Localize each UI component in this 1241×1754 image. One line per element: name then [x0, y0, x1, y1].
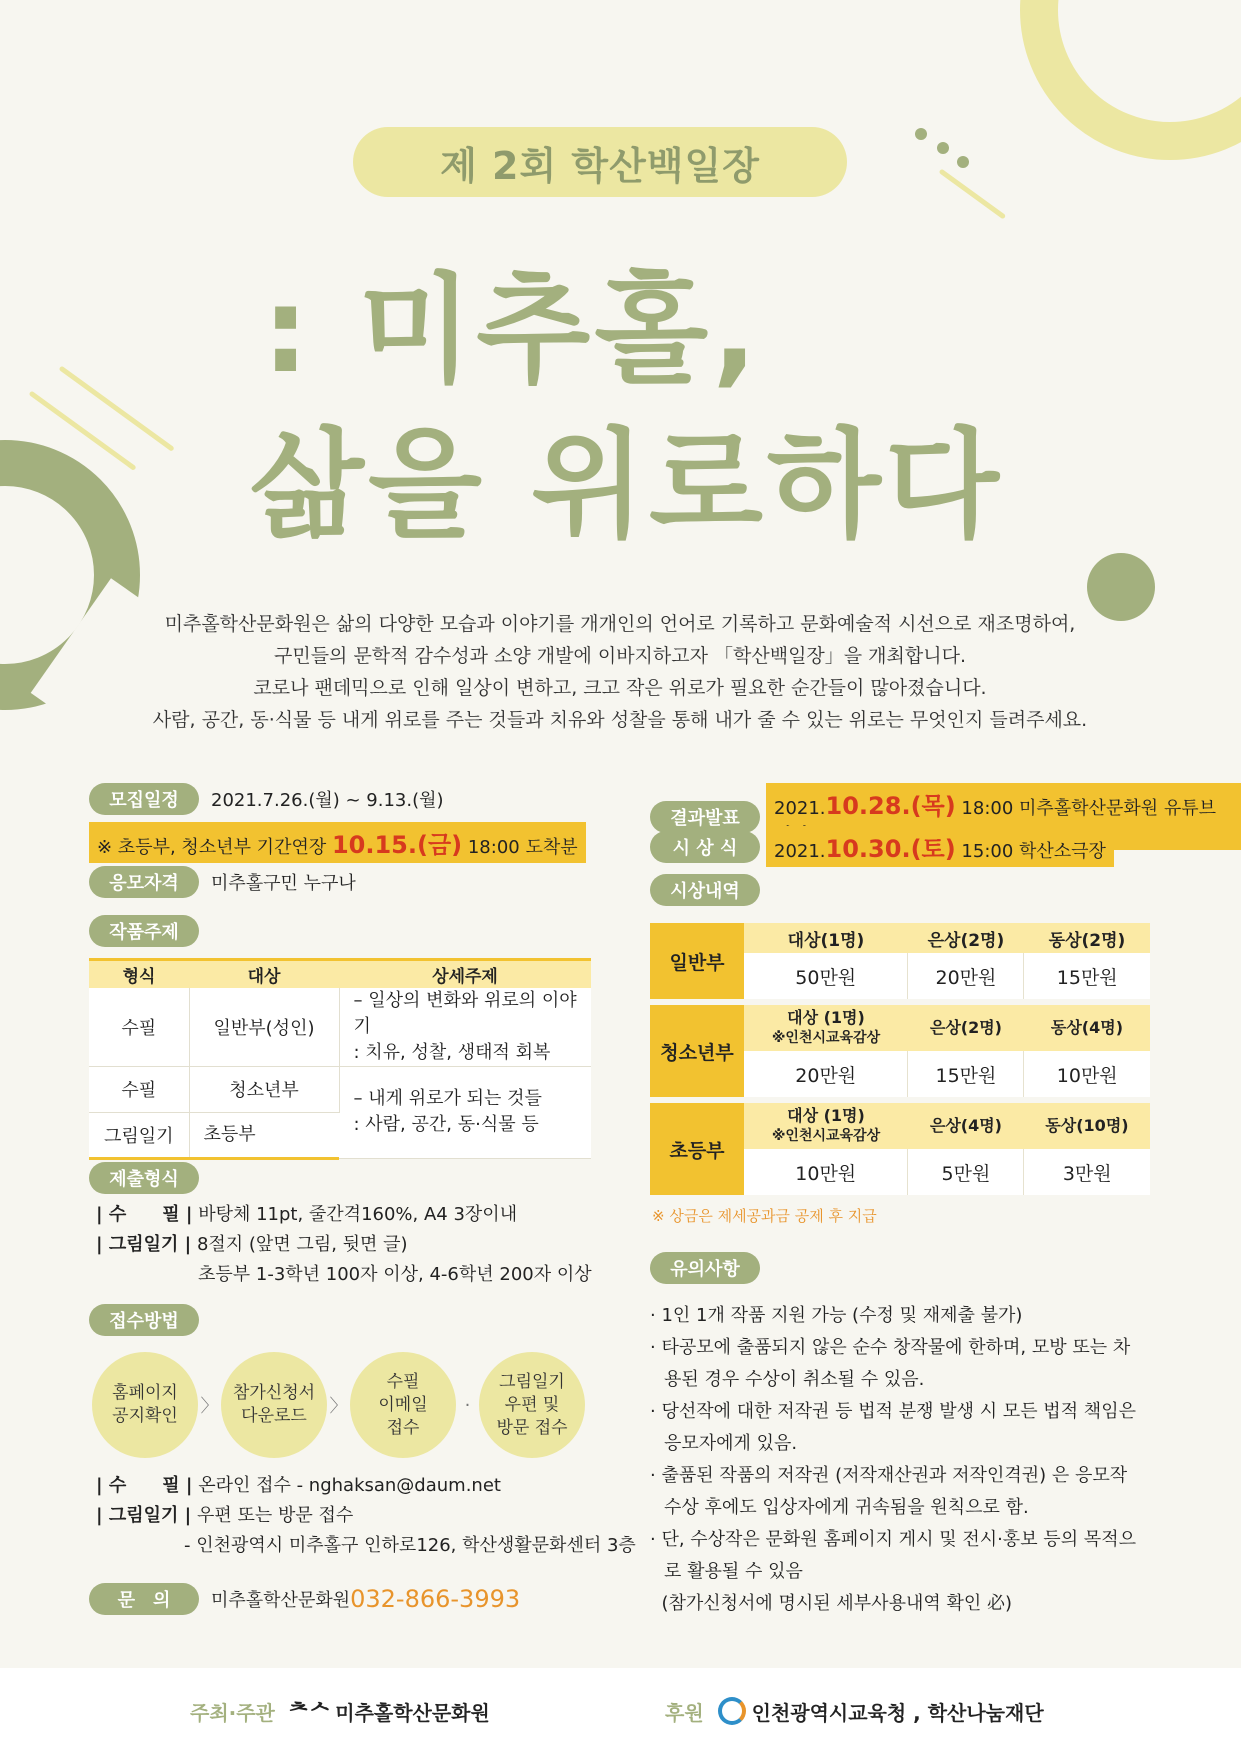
sponsor-block: [665, 1697, 1044, 1726]
format-diary-value-2: 초등부 1-3학년 100자 이상, 4-6학년 200자 이상: [198, 1264, 592, 1285]
detail-line: : 치유, 성찰, 생태적 회복: [353, 1041, 551, 1063]
list-item: · 1인 1개 작품 지원 가능 (수정 및 재제출 불가): [650, 1305, 1023, 1326]
result-label: 결과발표: [650, 801, 760, 833]
format-diary-key: | 그림일기 |: [96, 1234, 192, 1255]
prize-value: 10만원: [744, 1149, 908, 1195]
table-cell: 수필: [89, 988, 189, 1067]
ceremony-label: 시 상 식: [650, 831, 760, 863]
detail-line: : 사람, 공간, 동·식물 등: [353, 1114, 539, 1135]
step-email: 수필 이메일 접수: [350, 1352, 456, 1458]
table-row: [650, 1005, 1150, 1051]
intro-text: [80, 608, 1160, 736]
topic-table: [89, 958, 591, 1160]
prize-header: 은상(2명): [908, 923, 1024, 953]
intro-line: 미추홀학산문화원은 삶의 다양한 모습과 이야기를 개개인의 언어로 기록하고 문화예술적 시선으로 재조명하여,: [164, 613, 1076, 635]
format-details: [96, 1200, 592, 1290]
prize-category: 청소년부: [650, 1005, 744, 1097]
format-essay-key: | 수 필 |: [96, 1204, 193, 1225]
contact-phone: 032-866-3993: [350, 1585, 521, 1613]
submit-heading: [89, 1304, 199, 1336]
sponsor-logo-icon: [718, 1697, 746, 1725]
notes-label: 유의사항: [650, 1252, 760, 1284]
prize-header: 은상(4명): [908, 1103, 1024, 1149]
table-cell: 초등부: [189, 1112, 339, 1158]
prize-value: 20만원: [744, 1051, 908, 1097]
notes-list: [650, 1300, 1140, 1620]
submit-diary-value: 우편 또는 방문 접수: [191, 1505, 354, 1526]
step-dot-icon: ·: [464, 1394, 471, 1416]
contact-row: [89, 1583, 520, 1615]
submit-steps: [92, 1352, 585, 1458]
recruit-value: 2021.7.26.(월) ~ 9.13.(월): [211, 790, 444, 811]
prize-value: 3만원: [1024, 1149, 1150, 1195]
step-homepage: 홈페이지 공지확인: [92, 1352, 198, 1458]
list-item: · 단, 수상작은 문화원 홈페이지 게시 및 전시·홍보 등의 목적으로 활용될 수 있음: [650, 1529, 1136, 1582]
format-essay-value: 바탕체 11pt, 줄간격160%, A4 3장이내: [192, 1204, 518, 1225]
prize-header: 은상(2명): [908, 1005, 1024, 1051]
detail-line: – 일상의 변화와 위로의 이야기: [353, 989, 577, 1037]
intro-line: 코로나 팬데믹으로 인해 일상이 변하고, 크고 작은 위로가 필요한 순간들이 많아졌습니다.: [253, 677, 987, 699]
prizes-label: 시상내역: [650, 874, 760, 906]
table-row: [650, 1103, 1150, 1149]
step-download: 참가신청서 다운로드: [221, 1352, 327, 1458]
sponsor-org: 인천광역시교육청 , 학산나눔재단: [751, 1700, 1044, 1725]
prize-header: 동상(10명): [1024, 1103, 1150, 1149]
table-cell: 수필: [89, 1066, 189, 1112]
prize-value: 50만원: [744, 953, 908, 999]
decorative-dots: [915, 128, 995, 208]
recruit-row: [89, 783, 444, 815]
decorative-stripe: [59, 365, 175, 451]
prize-category: 일반부: [650, 923, 744, 999]
eligibility-value: 미추홀구민 누구나: [211, 873, 356, 894]
prize-header-text: 대상 (1명): [787, 1008, 865, 1027]
decorative-ring-top-right: [1020, 0, 1241, 160]
recruit-extension: [89, 822, 586, 863]
extension-prefix: ※ 초등부, 청소년부 기간연장: [97, 837, 332, 858]
step-arrow-icon: 〉: [329, 1396, 348, 1417]
host-logo-icon: ᄎᄉ: [286, 1699, 330, 1728]
prize-category: 초등부: [650, 1103, 744, 1195]
edition-badge: 제 2회 학산백일장: [353, 127, 847, 197]
submit-details: [96, 1471, 636, 1561]
prize-header: [744, 1103, 908, 1149]
intro-line: 구민들의 문학적 감수성과 소양 개발에 이바지하고자 「학산백일장」을 개최합니다.: [273, 645, 966, 667]
list-item: · 타공모에 출품되지 않은 순수 창작물에 한하며, 모방 또는 차용된 경우 수상이 취소될 수 있음.: [650, 1337, 1131, 1390]
prizes-heading: [650, 874, 760, 906]
prize-header: 동상(2명): [1024, 923, 1150, 953]
table-row: [89, 1066, 591, 1112]
table-header-row: [89, 960, 591, 988]
extension-suffix: 18:00 도착분: [462, 837, 578, 858]
step-arrow-icon: 〉: [200, 1396, 219, 1417]
main-title-line-2: 삶을 위로하다: [250, 416, 1004, 554]
prize-value: 15만원: [1024, 953, 1150, 999]
host-block: [190, 1694, 490, 1729]
table-cell: [339, 1066, 591, 1158]
prize-value: 15만원: [908, 1051, 1024, 1097]
sponsor-label: 후원: [665, 1700, 704, 1725]
ceremony-row: [650, 826, 1114, 867]
prize-header-note: ※인천시교육감상: [771, 1030, 881, 1046]
main-title-line-1: : 미추홀,: [262, 261, 762, 399]
table-row: [89, 988, 591, 1067]
prize-header: 대상(1명): [744, 923, 908, 953]
table-cell: 청소년부: [189, 1066, 339, 1112]
result-date: 10.28.(목): [825, 792, 956, 820]
host-label: 주최·주관: [190, 1700, 275, 1725]
prize-header-note: ※인천시교육감상: [771, 1128, 881, 1144]
eligibility-label: 응모자격: [89, 866, 199, 898]
topic-label: 작품주제: [89, 915, 199, 947]
format-heading: [89, 1162, 199, 1194]
table-header: 대상: [189, 960, 339, 988]
table-header: 형식: [89, 960, 189, 988]
eligibility-row: [89, 866, 356, 898]
host-org: 미추홀학산문화원: [335, 1700, 490, 1725]
result-prefix: 2021.: [774, 798, 826, 819]
contact-org: 미추홀학산문화원: [211, 1590, 351, 1611]
format-diary-value: 8절지 (앞면 그림, 뒷면 글): [191, 1234, 408, 1255]
submit-essay-value: 온라인 접수 - nghaksan@daum.net: [192, 1475, 501, 1496]
prize-header: 동상(4명): [1024, 1005, 1150, 1051]
submit-diary-key: | 그림일기 |: [96, 1505, 192, 1526]
prize-value: 20만원: [908, 953, 1024, 999]
table-cell: 일반부(성인): [189, 988, 339, 1067]
table-row: [650, 923, 1150, 953]
submit-address: - 인천광역시 미추홀구 인하로126, 학산생활문화센터 3층: [184, 1535, 636, 1556]
format-label: 제출형식: [89, 1162, 199, 1194]
recruit-label: 모집일정: [89, 783, 199, 815]
table-cell: [339, 988, 591, 1067]
prize-note: ※ 상금은 제세공과금 공제 후 지급: [652, 1207, 877, 1225]
list-item: (참가신청서에 명시된 세부사용내역 확인 必): [650, 1593, 1012, 1614]
detail-line: – 내게 위로가 되는 것들: [353, 1088, 542, 1109]
list-item: · 당선작에 대한 저작권 등 법적 분쟁 발생 시 모든 법적 책임은 응모자에게 있음.: [650, 1401, 1136, 1454]
footer: [0, 1668, 1241, 1754]
prize-header: [744, 1005, 908, 1051]
result-suffix: 18:00 미추홀학산문화원 유튜브: [961, 798, 1216, 819]
intro-line: 사람, 공간, 동·식물 등 내게 위로를 주는 것들과 치유와 성찰을 통해 내가 줄 수 있는 위로는 무엇인지 들려주세요.: [152, 709, 1088, 731]
notes-heading: [650, 1252, 760, 1284]
submit-label: 접수방법: [89, 1304, 199, 1336]
prize-table: [650, 923, 1150, 1195]
ceremony-suffix: 15:00 학산소극장: [955, 841, 1106, 862]
ceremony-prefix: 2021.: [774, 841, 826, 862]
list-item: · 출품된 작품의 저작권 (저작재산권과 저작인격권) 은 응모작 수상 후에도 입상자에게 귀속됨을 원칙으로 함.: [650, 1465, 1128, 1518]
prize-value: 5만원: [908, 1149, 1024, 1195]
ceremony-date: 10.30.(토): [825, 835, 956, 863]
table-cell: 그림일기: [89, 1112, 189, 1158]
extension-date: 10.15.(금): [331, 831, 463, 859]
topic-heading: [89, 915, 199, 947]
submit-essay-key: | 수 필 |: [96, 1475, 193, 1496]
table-header: 상세주제: [339, 960, 591, 988]
step-mail-visit: 그림일기 우편 및 방문 접수: [479, 1352, 585, 1458]
prize-value: 10만원: [1024, 1051, 1150, 1097]
prize-header-text: 대상 (1명): [787, 1106, 865, 1125]
contact-label: 문 의: [89, 1583, 199, 1615]
